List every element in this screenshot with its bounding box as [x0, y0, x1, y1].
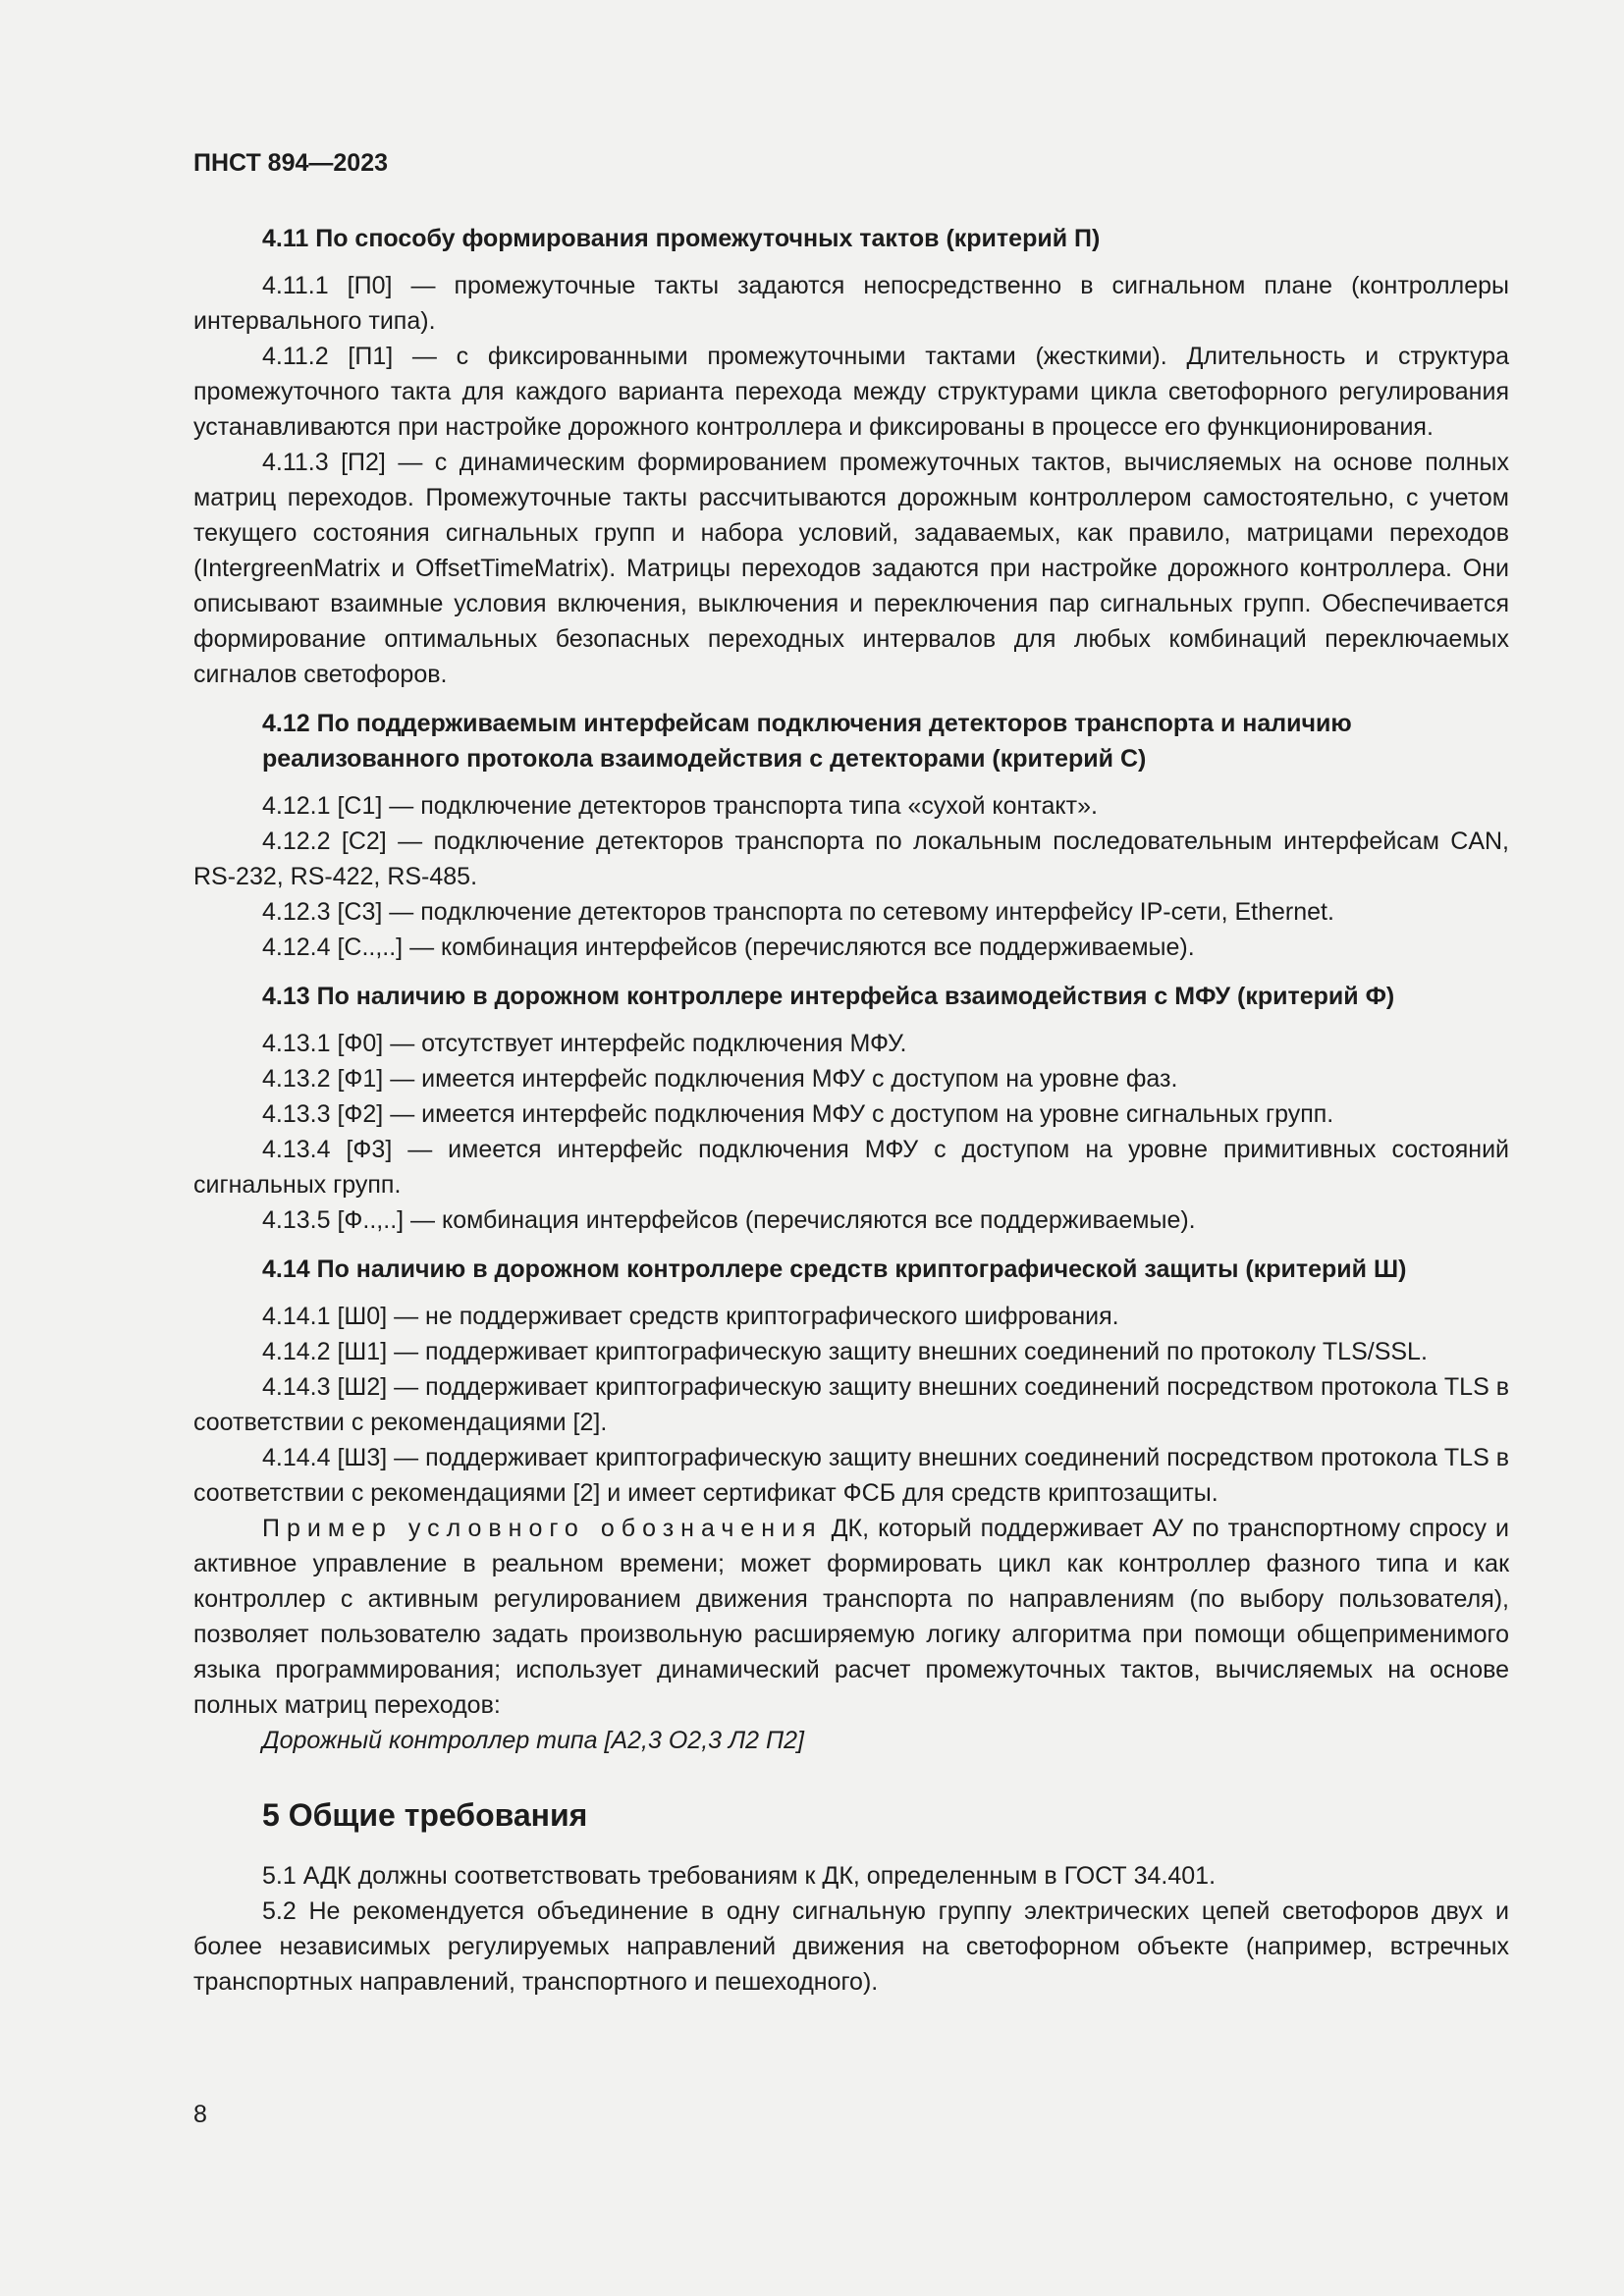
paragraph-4-11-1: 4.11.1 [П0] — промежуточные такты задаются непосредственно в сигнальном плане (контроллеры интервального типа).: [193, 272, 1509, 335]
example-paragraph: [193, 1511, 1509, 1723]
document-body: [193, 221, 1509, 2000]
paragraph-4-13-1: 4.13.1 [Ф0] — отсутствует интерфейс подключения МФУ.: [262, 1030, 907, 1057]
example-label: Пример условного обозначения: [262, 1515, 823, 1542]
document-header: ПНСТ 894—2023: [193, 149, 388, 177]
paragraph-4-12-3: 4.12.3 [С3] — подключение детекторов транспорта по сетевому интерфейсу IP-сети, Ethernet.: [262, 898, 1334, 926]
example-text: ДК, который поддерживает АУ по транспортному спросу и активное управление в реальном времени; может формировать цикл как контроллер фазного типа и как контроллер с активным регулированием движения транспорта по направлениям (по выбору пользователя), позволяет пользователю задать произвольную расширяемую логику алгоритма при помощи общеприменимого языка программирования; использует динамический расчет промежуточных тактов, вычисляемых на основе полных матриц переходов:: [193, 1515, 1509, 1719]
section-4-13-heading: 4.13 По наличию в дорожном контроллере интерфейса взаимодействия с МФУ (критерий Ф): [262, 983, 1395, 1010]
paragraph-4-11-2: 4.11.2 [П1] — с фиксированными промежуточными тактами (жесткими). Длительность и структура промежуточного такта для каждого варианта перехода между структурами цикла светофорного регулирования устанавливаются при настройке дорожного контроллера и фиксированы в процессе его функционирования.: [193, 343, 1509, 441]
paragraph-4-13-4: 4.13.4 [Ф3] — имеется интерфейс подключения МФУ с доступом на уровне примитивных состояний сигнальных групп.: [193, 1136, 1509, 1199]
paragraph-5-2: 5.2 Не рекомендуется объединение в одну сигнальную группу электрических цепей светофоров двух и более независимых регулируемых направлений движения на светофорном объекте (например, встречных транспортных направлений, транспортного и пешеходного).: [193, 1897, 1509, 1996]
paragraph-4-14-3: 4.14.3 [Ш2] — поддерживает криптографическую защиту внешних соединений посредством протокола TLS в соответствии с рекомендациями [2].: [193, 1373, 1509, 1436]
section-4-12-heading: 4.12 По поддерживаемым интерфейсам подключения детекторов транспорта и наличию реализованного протокола взаимодействия с детекторами (критерий С): [262, 710, 1352, 773]
section-5-heading: 5 Общие требования: [262, 1797, 588, 1833]
paragraph-4-12-1: 4.12.1 [С1] — подключение детекторов транспорта типа «сухой контакт».: [262, 792, 1098, 820]
section-4-11-heading: 4.11 По способу формирования промежуточных тактов (критерий П): [262, 225, 1101, 252]
paragraph-4-14-1: 4.14.1 [Ш0] — не поддерживает средств криптографического шифрования.: [262, 1303, 1119, 1330]
paragraph-4-12-2: 4.12.2 [С2] — подключение детекторов транспорта по локальным последовательным интерфейсам CAN, RS-232, RS-422, RS-485.: [193, 828, 1509, 890]
paragraph-5-1: 5.1 АДК должны соответствовать требованиям к ДК, определенным в ГОСТ 34.401.: [262, 1862, 1217, 1890]
paragraph-4-12-4: 4.12.4 [С..,..] — комбинация интерфейсов (перечисляются все поддерживаемые).: [262, 934, 1195, 961]
paragraph-4-13-2: 4.13.2 [Ф1] — имеется интерфейс подключения МФУ с доступом на уровне фаз.: [262, 1065, 1178, 1093]
paragraph-4-13-3: 4.13.3 [Ф2] — имеется интерфейс подключения МФУ с доступом на уровне сигнальных групп.: [262, 1100, 1334, 1128]
paragraph-4-14-2: 4.14.2 [Ш1] — поддерживает криптографическую защиту внешних соединений по протоколу TLS/SSL.: [262, 1338, 1428, 1365]
paragraph-4-14-4: 4.14.4 [Ш3] — поддерживает криптографическую защиту внешних соединений посредством протокола TLS в соответствии с рекомендациями [2] и имеет сертификат ФСБ для средств криптозащиты.: [193, 1444, 1509, 1507]
paragraph-4-13-5: 4.13.5 [Ф..,..] — комбинация интерфейсов (перечисляются все поддерживаемые).: [262, 1206, 1196, 1234]
example-result: Дорожный контроллер типа [А2,3 О2,3 Л2 П2]: [262, 1727, 804, 1754]
section-4-14-heading: 4.14 По наличию в дорожном контроллере средств криптографической защиты (критерий Ш): [262, 1255, 1407, 1283]
paragraph-4-11-3: 4.11.3 [П2] — с динамическим формированием промежуточных тактов, вычисляемых на основе полных матриц переходов. Промежуточные такты рассчитываются дорожным контроллером самостоятельно, с учетом текущего состояния сигнальных групп и набора условий, задаваемых, как правило, матрицами переходов (IntergreenMatrix и OffsetTimeMatrix). Матрицы переходов задаются при настройке дорожного контроллера. Они описывают взаимные условия включения, выключения и переключения пар сигнальных групп. Обеспечивается формирование оптимальных безопасных переходных интервалов для любых комбинаций переключаемых сигналов светофоров.: [193, 449, 1509, 688]
page-number: 8: [193, 2101, 207, 2128]
